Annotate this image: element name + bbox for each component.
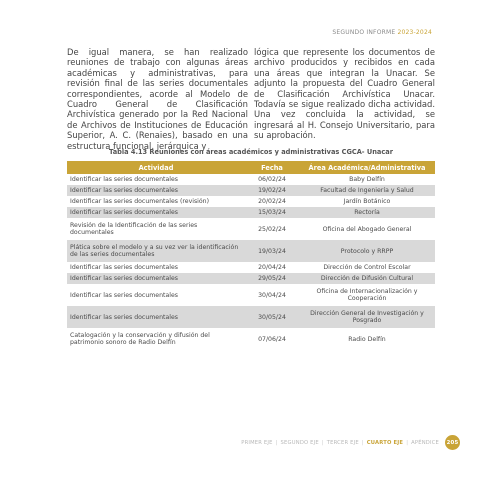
cell-fecha: 07/06/24 — [258, 335, 286, 343]
table-row — [67, 262, 435, 273]
cell-area: Rectoría — [354, 209, 380, 216]
nav-tercer-eje[interactable]: TERCER EJE — [326, 439, 359, 446]
header-fecha: Fecha — [245, 161, 299, 174]
cell-actividad: Revisión de la Identificación de las series documentales — [70, 222, 198, 236]
cell-area: Oficina de Internacionalización y Cooperación — [316, 288, 418, 302]
table-row — [67, 240, 435, 262]
cell-fecha: 20/04/24 — [258, 264, 286, 271]
cell-fecha: 19/02/24 — [258, 187, 286, 194]
cell-actividad: Identificar las series documentales (revisión) — [70, 198, 210, 205]
paragraph-left: De igual manera, se han realizado reuniones de trabajo con algunas áreas académicas y administrativas, para revisión final de las series documentales correspondientes, acorde al Modelo de Cuadro General de Clasificación Archivística generado por la Red Nacional de Archivos de Instituciones de Educación Superior, A. C. (Renaies), basado en una estructura funcional, jerárquica y — [67, 47, 248, 151]
cell-area: Facultad de Ingeniería y Salud — [320, 187, 414, 194]
cell-area: Dirección General de Investigación y Posgrado — [310, 310, 424, 324]
cell-fecha: 29/05/24 — [258, 275, 286, 282]
cell-area: Jardín Botánico — [343, 198, 391, 205]
table-row — [67, 196, 435, 207]
header-title: SEGUNDO INFORME — [332, 29, 398, 36]
nav-divider: | — [361, 439, 364, 446]
cell-actividad: Plática sobre el modelo y a su vez ver la identificación de las series documentales — [70, 244, 239, 258]
nav-divider: | — [406, 439, 409, 446]
nav-cuarto-eje[interactable]: CUARTO EJE — [366, 439, 404, 446]
cell-area: Baby Delfín — [349, 176, 385, 183]
cell-area: Protocolo y RRPP — [340, 247, 394, 255]
cell-actividad: Identificar las series documentales — [70, 313, 178, 321]
cell-actividad: Identificar las series documentales — [70, 209, 178, 216]
nav-segundo-eje[interactable]: SEGUNDO EJE — [280, 439, 319, 446]
page-number-badge: 205 — [445, 435, 460, 450]
cell-fecha: 19/03/24 — [258, 247, 286, 255]
cell-area: Dirección de Difusión Cultural — [320, 275, 414, 282]
cell-fecha: 30/04/24 — [258, 291, 286, 299]
running-header — [332, 29, 432, 36]
table-row — [67, 284, 435, 306]
cell-fecha: 15/03/24 — [258, 209, 286, 216]
cell-actividad: Identificar las series documentales — [70, 176, 178, 183]
body-text — [67, 47, 435, 151]
table-row — [67, 218, 435, 240]
cell-actividad: Identificar las series documentales — [70, 264, 178, 271]
cell-area: Oficina del Abogado General — [322, 225, 412, 233]
nav-divider: | — [275, 439, 278, 446]
table-row — [67, 174, 435, 185]
meetings-table — [67, 161, 435, 350]
section-navigation — [241, 435, 460, 450]
table-row — [67, 207, 435, 218]
cell-actividad: Catalogación y la conservación y difusión del patrimonio sonoro de Radio Delfín — [70, 332, 210, 346]
cell-actividad: Identificar las series documentales — [70, 187, 178, 194]
cell-area: Radio Delfín — [348, 335, 386, 343]
cell-fecha: 30/05/24 — [258, 313, 286, 321]
nav-apendice[interactable]: APÉNDICE — [411, 439, 439, 446]
table-caption: Tabla 4.13 Reuniones con áreas académicos y administrativas CGCA- Unacar — [109, 148, 393, 156]
header-actividad: Actividad — [67, 161, 245, 174]
nav-primer-eje[interactable]: PRIMER EJE — [241, 439, 273, 446]
table-row — [67, 328, 435, 350]
cell-actividad: Identificar las series documentales — [70, 291, 178, 299]
cell-fecha: 25/02/24 — [258, 225, 286, 233]
cell-fecha: 20/02/24 — [258, 198, 286, 205]
table-row — [67, 273, 435, 284]
header-area: Área Académica/Administrativa — [299, 161, 435, 174]
cell-actividad: Identificar las series documentales — [70, 275, 178, 282]
table-row — [67, 306, 435, 328]
paragraph-right: lógica que represente los documentos de archivo producidos y recibidos en cada una áreas que integran la Unacar. Se adjunto la propuesta del Cuadro General de Clasificación Archivística Unacar. Todavía se sigue realizado dicha actividad. Una vez concluida la actividad, se ingresará al H. Consejo Universitario, para su aprobación. — [254, 47, 435, 141]
table-row — [67, 185, 435, 196]
table-header-row — [67, 161, 435, 174]
nav-divider: | — [321, 439, 324, 446]
cell-area: Dirección de Control Escolar — [323, 264, 411, 271]
header-years: 2023-2024 — [397, 29, 432, 36]
cell-fecha: 06/02/24 — [258, 176, 286, 183]
